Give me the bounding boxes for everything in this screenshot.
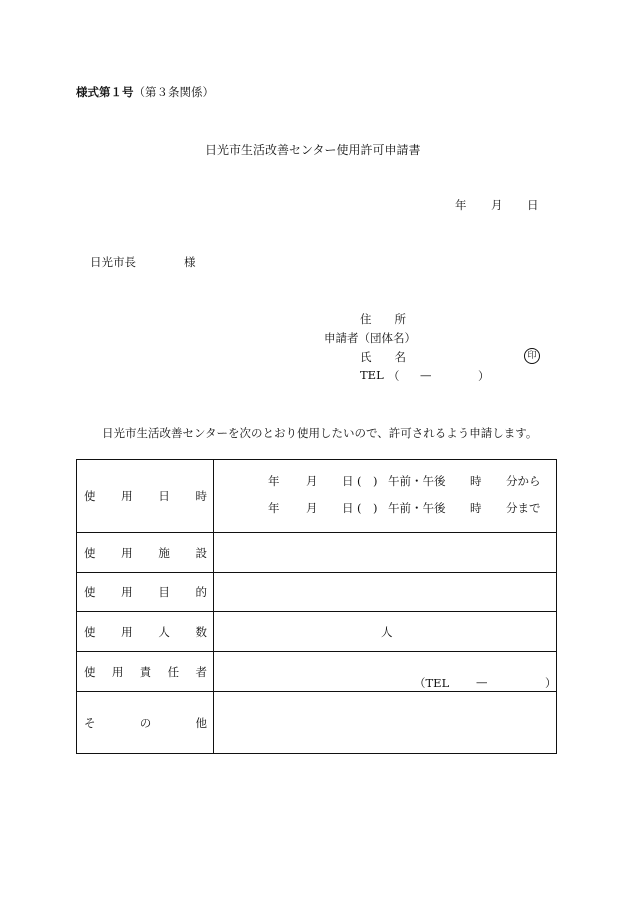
- label-usage-datetime: 使 用 日 時: [77, 460, 214, 533]
- value-usage-persons[interactable]: [214, 612, 557, 652]
- row-responsible-person: [77, 652, 557, 692]
- applicant-group-label: 申請者（団体名）: [324, 331, 416, 345]
- row-usage-datetime: [77, 460, 557, 533]
- datetime-until-line: 年 月 日 ( ) 午前・午後 時 分まで: [268, 501, 541, 515]
- seal-mark: 印: [524, 348, 540, 364]
- addressee-name: 日光市長: [90, 255, 136, 269]
- applicant-tel-label: TEL: [360, 368, 384, 382]
- applicant-name-label: 氏 名: [360, 350, 406, 364]
- value-usage-datetime[interactable]: [214, 460, 557, 533]
- date-year-label: 年: [455, 198, 467, 212]
- request-statement: 日光市生活改善センターを次のとおり使用したいので、許可されるよう申請します。: [102, 426, 538, 440]
- responsible-tel-dash: —: [476, 675, 488, 689]
- addressee-honorific: 様: [184, 255, 196, 269]
- row-usage-facility: [77, 533, 557, 573]
- form-number-label: 様式第１号: [76, 85, 134, 99]
- form-number-relation: （第３条関係）: [133, 85, 214, 99]
- applicant-tel-open: （: [388, 369, 400, 383]
- form-number: [76, 84, 214, 100]
- applicant-address-label: 住 所: [360, 312, 406, 326]
- label-usage-persons: 使 用 人 数: [77, 612, 214, 652]
- document-title: 日光市生活改善センター使用許可申請書: [205, 143, 421, 157]
- label-usage-facility: 使 用 施 設: [77, 533, 214, 573]
- row-other: [77, 692, 557, 754]
- row-usage-persons: [77, 612, 557, 652]
- date-month-label: 月: [491, 198, 503, 212]
- value-responsible-person[interactable]: [214, 652, 557, 692]
- usage-table: [76, 459, 557, 754]
- applicant-tel-close: ）: [478, 369, 490, 383]
- value-usage-facility[interactable]: [214, 533, 557, 573]
- label-responsible-person: 使 用 責 任 者: [77, 652, 214, 692]
- date-day-label: 日: [527, 198, 539, 212]
- persons-unit: 人: [381, 624, 393, 639]
- datetime-from-line: 年 月 日 ( ) 午前・午後 時 分から: [268, 474, 541, 488]
- responsible-tel-close: ）: [545, 676, 557, 690]
- responsible-tel-open: （TEL: [414, 676, 450, 690]
- value-usage-purpose[interactable]: [214, 573, 557, 612]
- row-usage-purpose: [77, 573, 557, 612]
- label-other: そ の 他: [77, 692, 214, 754]
- value-other[interactable]: [214, 692, 557, 754]
- label-usage-purpose: 使 用 目 的: [77, 573, 214, 612]
- applicant-tel-dash: —: [420, 368, 432, 382]
